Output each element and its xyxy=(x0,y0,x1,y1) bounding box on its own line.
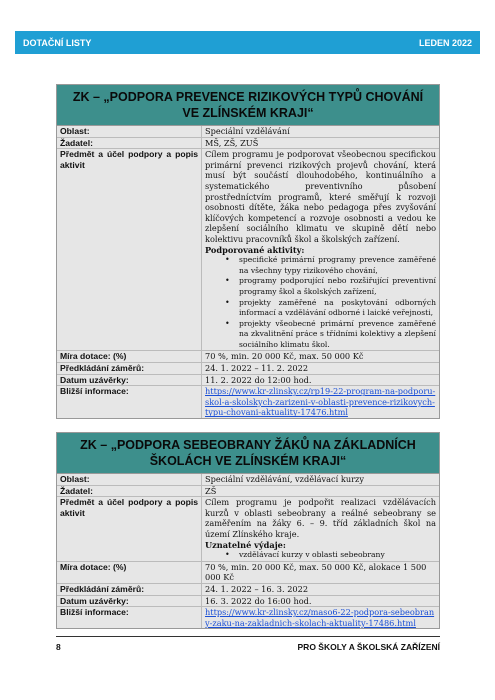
header-section-title: DOTAČNÍ LISTY xyxy=(23,37,92,48)
label-predkladani: Předkládání záměrů: xyxy=(57,363,202,374)
label-oblast: Oblast: xyxy=(57,474,202,485)
label-zadatel: Žadatel: xyxy=(57,138,202,149)
value-predkladani: 24. 1. 2022 – 16. 3. 2022 xyxy=(205,583,309,594)
label-mira: Míra dotace: (%) xyxy=(57,351,202,362)
row-info xyxy=(57,607,439,628)
label-zadatel: Žadatel: xyxy=(57,486,202,497)
ucel-text: Cílem programu je podpořit realizaci vzdělávacích kurzů v oblasti sebeobrany a reálné sebeobrany se zaměřením na žáky 6. – 9. tříd základních škol na území Zlínského kraje. xyxy=(205,497,436,539)
value-ucel xyxy=(202,497,439,561)
value-uzaverka: 11. 2. 2022 do 12:00 hod. xyxy=(205,374,312,385)
label-ucel: Předmět a účel podpory a popis aktivit xyxy=(57,497,202,561)
list-item: • vzdělávací kurzy v oblasti sebeobrany xyxy=(205,550,436,561)
grant-title: ZK – „PODPORA SEBEOBRANY ŽÁKŮ NA ZÁKLADNÍCH ŠKOLÁCH VE ZLÍNSKÉM KRAJI“ xyxy=(57,433,439,474)
grant-table-2 xyxy=(56,432,440,629)
value-ucel xyxy=(202,149,439,350)
expenses-list xyxy=(205,550,436,561)
activities-list xyxy=(205,255,436,350)
value-oblast: Speciální vzdělávání, vzdělávací kurzy xyxy=(205,474,364,484)
header-issue-date: LEDEN 2022 xyxy=(418,37,472,48)
footer-divider xyxy=(56,636,440,637)
row-oblast xyxy=(57,474,439,486)
row-predkladani xyxy=(57,584,439,596)
row-oblast xyxy=(57,126,439,138)
value-uzaverka: 16. 3. 2022 do 16:00 hod. xyxy=(205,595,312,606)
info-link[interactable]: https://www.kr-zlinsky.cz/rp19-22-program-na-podporu-skol-a-skolskych-zarizeni-v-oblasti-prevence-rizikovych-typu-chovani-aktuality-17476.html xyxy=(205,386,436,418)
list-item: • specifické primární programy prevence zaměřené na všechny typy rizikového chování, xyxy=(205,255,436,276)
ucel-text: Cílem programu je podporovat všeobecnou specifickou primární prevenci rizikových projevů chování, která musí být součástí dlouhodobého, kontinuálního a systematického preventivního působení prostředníctvím programů, které směřují k rozvoji osobnosti dítěte, žáka nebo pedagoga přes zvyšování klíčových kompetencí a rozvoje osobnosti a vedou ke zlepšení sociálního klimatu ve skupině dětí nebo kolektivu pracovníků škol a školských zařízení. xyxy=(205,149,436,244)
page-header-bar xyxy=(15,31,480,54)
page-number: 8 xyxy=(56,642,61,652)
expenses-heading: Uznatelné výdaje: xyxy=(205,539,286,550)
list-item: • projekty všeobecné primární prevence zaměřené na zkvalitnění práce s třídními kolektivy a zlepšení sociálního klimatu škol. xyxy=(205,319,436,351)
value-mira: 70 %, min. 20 000 Kč, max. 50 000 Kč xyxy=(205,351,364,362)
value-info xyxy=(202,607,439,628)
label-predkladani: Předkládání záměrů: xyxy=(57,584,202,595)
grant-table-1 xyxy=(56,84,440,419)
row-zadatel xyxy=(57,486,439,498)
value-zadatel: ZŠ xyxy=(205,485,217,496)
label-mira: Míra dotace: (%) xyxy=(57,562,202,583)
footer-section-title: PRO ŠKOLY A ŠKOLSKÁ ZAŘÍZENÍ xyxy=(297,642,440,652)
row-uzaverka xyxy=(57,375,439,387)
row-predkladani xyxy=(57,363,439,375)
row-mira xyxy=(57,562,439,584)
label-oblast: Oblast: xyxy=(57,126,202,137)
value-predkladani: 24. 1. 2022 – 11. 2. 2022 xyxy=(205,363,309,374)
activities-heading: Podporované aktivity: xyxy=(205,244,305,255)
label-ucel: Předmět a účel podpory a popis aktivit xyxy=(57,149,202,350)
row-info xyxy=(57,386,439,418)
row-ucel xyxy=(57,149,439,351)
row-zadatel xyxy=(57,138,439,150)
row-uzaverka xyxy=(57,596,439,608)
list-item: • projekty zaměřené na poskytování odborných informací a vzdělávání odborné i laické veřejnosti, xyxy=(205,298,436,319)
label-uzaverka: Datum uzávěrky: xyxy=(57,596,202,607)
value-oblast: Speciální vzdělávání xyxy=(205,126,290,136)
row-ucel xyxy=(57,497,439,562)
row-mira xyxy=(57,351,439,363)
list-item: • programy podporující nebo rozšiřující preventivní programy škol a školských zařízení, xyxy=(205,276,436,297)
label-info: Bližší informace: xyxy=(57,386,202,418)
value-zadatel: MŠ, ZŠ, ZUŠ xyxy=(205,137,259,148)
value-mira: 70 %, min. 20 000 Kč, max. 50 000 Kč, alokace 1 500 000 Kč xyxy=(205,561,427,583)
label-info: Bližší informace: xyxy=(57,607,202,628)
label-uzaverka: Datum uzávěrky: xyxy=(57,375,202,386)
info-link[interactable]: https://www.kr-zlinsky.cz/maso6-22-podpora-sebeobrany-zaku-na-zakladnich-skolach-aktuality-17486.html xyxy=(205,607,435,628)
grant-title: ZK – „PODPORA PREVENCE RIZIKOVÝCH TYPŮ CHOVÁNÍ VE ZLÍNSKÉM KRAJI“ xyxy=(57,85,439,126)
value-info xyxy=(202,386,439,418)
